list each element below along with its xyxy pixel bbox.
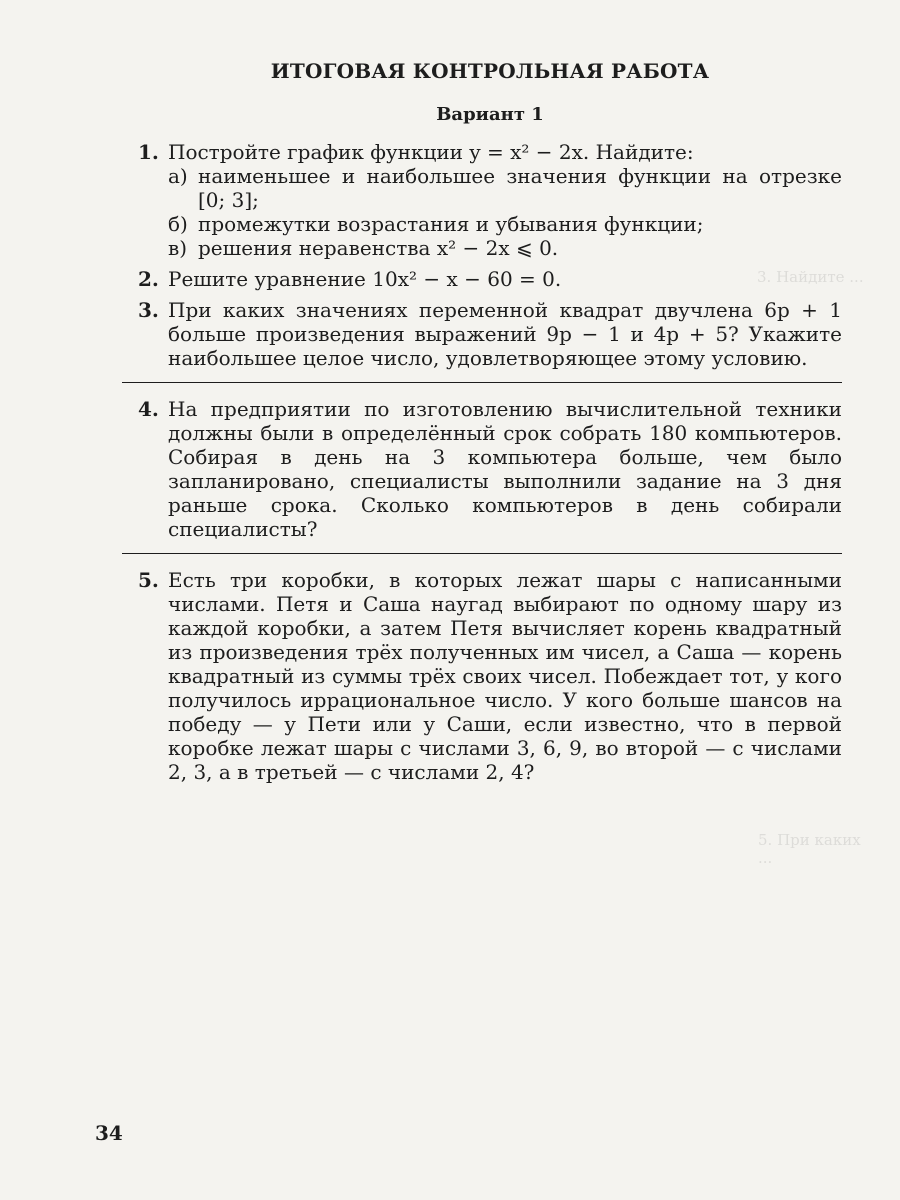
task-number: 3. [138,298,159,322]
task-subitem [168,236,842,260]
task-text: Решите уравнение 10x² − x − 60 = 0. [168,267,562,291]
task-subitem [168,164,842,212]
bleed-through-text: 5. При каких ... [758,831,861,867]
task-text: При каких значениях переменной квадрат двучлена 6p + 1 больше произведения выражений 9p − 1 и 4p + 5? Укажите наибольшее целое число, удовлетворяющее этому условию. [168,298,842,370]
task-subitem-label: а) [168,164,188,188]
task-subitem-text: решения неравенства x² − 2x ⩽ 0. [198,236,559,260]
task-number: 1. [138,140,159,164]
task-item [138,568,842,784]
task-subitem [168,212,842,236]
task-subitem-label: б) [168,212,188,236]
task-number: 2. [138,267,159,291]
task-item [138,267,842,291]
task-number: 5. [138,568,159,592]
task-subitem-text: промежутки возрастания и убывания функции; [198,212,704,236]
page-title: ИТОГОВАЯ КОНТРОЛЬНАЯ РАБОТА [270,59,710,83]
variant-heading: Вариант 1 [436,104,544,125]
section-divider [122,553,842,554]
task-subitem-label: в) [168,236,188,260]
task-number: 4. [138,397,159,421]
task-item [138,140,842,260]
page-number: 34 [95,1121,123,1145]
task-text: Есть три коробки, в которых лежат шары с написанными числами. Петя и Саша наугад выбирают по одному шару из каждой коробки, а затем Петя вычисляет корень квадратный из произведения трёх полученных им чисел, а Саша — корень квадратный из суммы трёх своих чисел. Побеждает тот, у кого получилось иррациональное число. У кого больше шансов на победу — у Пети или у Саши, если известно, что в первой коробке лежат шары с числами 3, 6, 9, во второй — с числами 2, 3, а в третьей — с числами 2, 4? [168,568,842,784]
task-subitem-text: наименьшее и наибольшее значения функции на отрезке [0; 3]; [198,164,842,212]
task-item [138,397,842,541]
section-divider [122,382,842,383]
document-content [138,54,842,791]
bleed-through-text: 3. Найдите ... [757,268,864,286]
task-body [168,140,842,260]
task-item [138,298,842,370]
task-text: На предприятии по изготовлению вычислительной техники должны были в определённый срок собрать 180 компьютеров. Собирая в день на 3 компьютера больше, чем было запланировано, специалисты выполнили задание на 3 дня раньше срока. Сколько компьютеров в день собирали специалисты? [168,397,842,541]
task-text: Постройте график функции y = x² − 2x. Найдите: [168,140,694,164]
